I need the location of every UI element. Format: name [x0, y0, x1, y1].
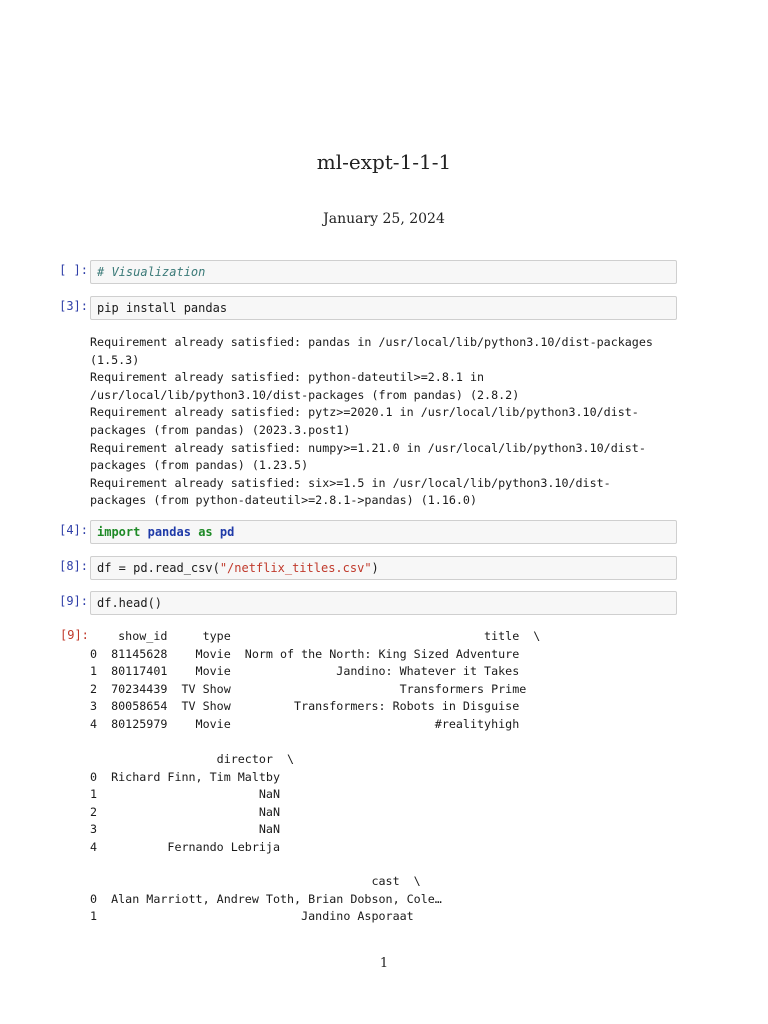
code-text: df.head(): [97, 596, 163, 610]
code-text: ): [371, 561, 379, 575]
dataframe-output-block-1: show_id type title \ 0 81145628 Movie Norm of the North: King Sized Adventure 1 80117401 Movie Jandino: Whatever it Takes 2 70234439 TV Show Transformers Prime 3 80058654 TV Show Transformers: Robots in Disguise 4 80125979 Movie #realityhigh: [90, 629, 541, 731]
output-prompt: [9]:: [60, 628, 89, 642]
dataframe-output-block-2: director \ 0 Richard Finn, Tim Maltby 1 NaN 2 NaN 3 NaN 4 Fernando Lebrija: [90, 752, 295, 854]
module-alias: pd: [219, 525, 235, 539]
code-input[interactable]: [90, 591, 677, 615]
document-date: January 25, 2024: [323, 211, 445, 227]
cell-prompt: [4]:: [59, 523, 88, 537]
keyword-import: import: [97, 525, 141, 539]
code-text: df = pd.read_csv(: [97, 561, 220, 575]
dataframe-output-block-3: cast \ 0 Alan Marriott, Andrew Toth, Brian Dobson, Cole… 1 Jandino Asporaat: [90, 874, 442, 924]
document-title: ml-expt-1-1-1: [316, 150, 452, 174]
code-input[interactable]: [90, 520, 677, 544]
keyword-as: as: [198, 525, 213, 539]
code-comment: # Visualization: [97, 265, 206, 279]
module-name: pandas: [147, 525, 191, 539]
cell-prompt: [8]:: [59, 559, 88, 573]
code-string: "/netflix_titles.csv": [219, 561, 372, 575]
cell-prompt: [9]:: [59, 594, 88, 608]
code-input[interactable]: [90, 260, 677, 284]
code-input[interactable]: [90, 556, 677, 580]
code-input[interactable]: [90, 296, 677, 320]
cell-prompt: [3]:: [59, 299, 88, 313]
page-number: 1: [379, 956, 389, 971]
code-text: pip install pandas: [97, 301, 228, 315]
cell-output-pip: Requirement already satisfied: pandas in /usr/local/lib/python3.10/dist-packages (1.5.3) Requirement already satisfied: python-dateutil>=2.8.1 in /usr/local/lib/python3.10/dist-packages (from pandas) (2.8.2) Requirement already satisfied: pytz>=2020.1 in /usr/local/lib/python3.10/dist- packages (from pandas) (2023.3.post1) Requirement already satisfied: numpy>=1.21.0 in /usr/local/lib/python3.10/dist- packages (from pandas) (1.23.5) Requirement already satisfied: six>=1.5 in /usr/local/lib/python3.10/dist- packages (from python-dateutil>=2.8.1->pandas) (1.16.0): [90, 335, 653, 508]
cell-prompt: [ ]:: [59, 263, 88, 277]
